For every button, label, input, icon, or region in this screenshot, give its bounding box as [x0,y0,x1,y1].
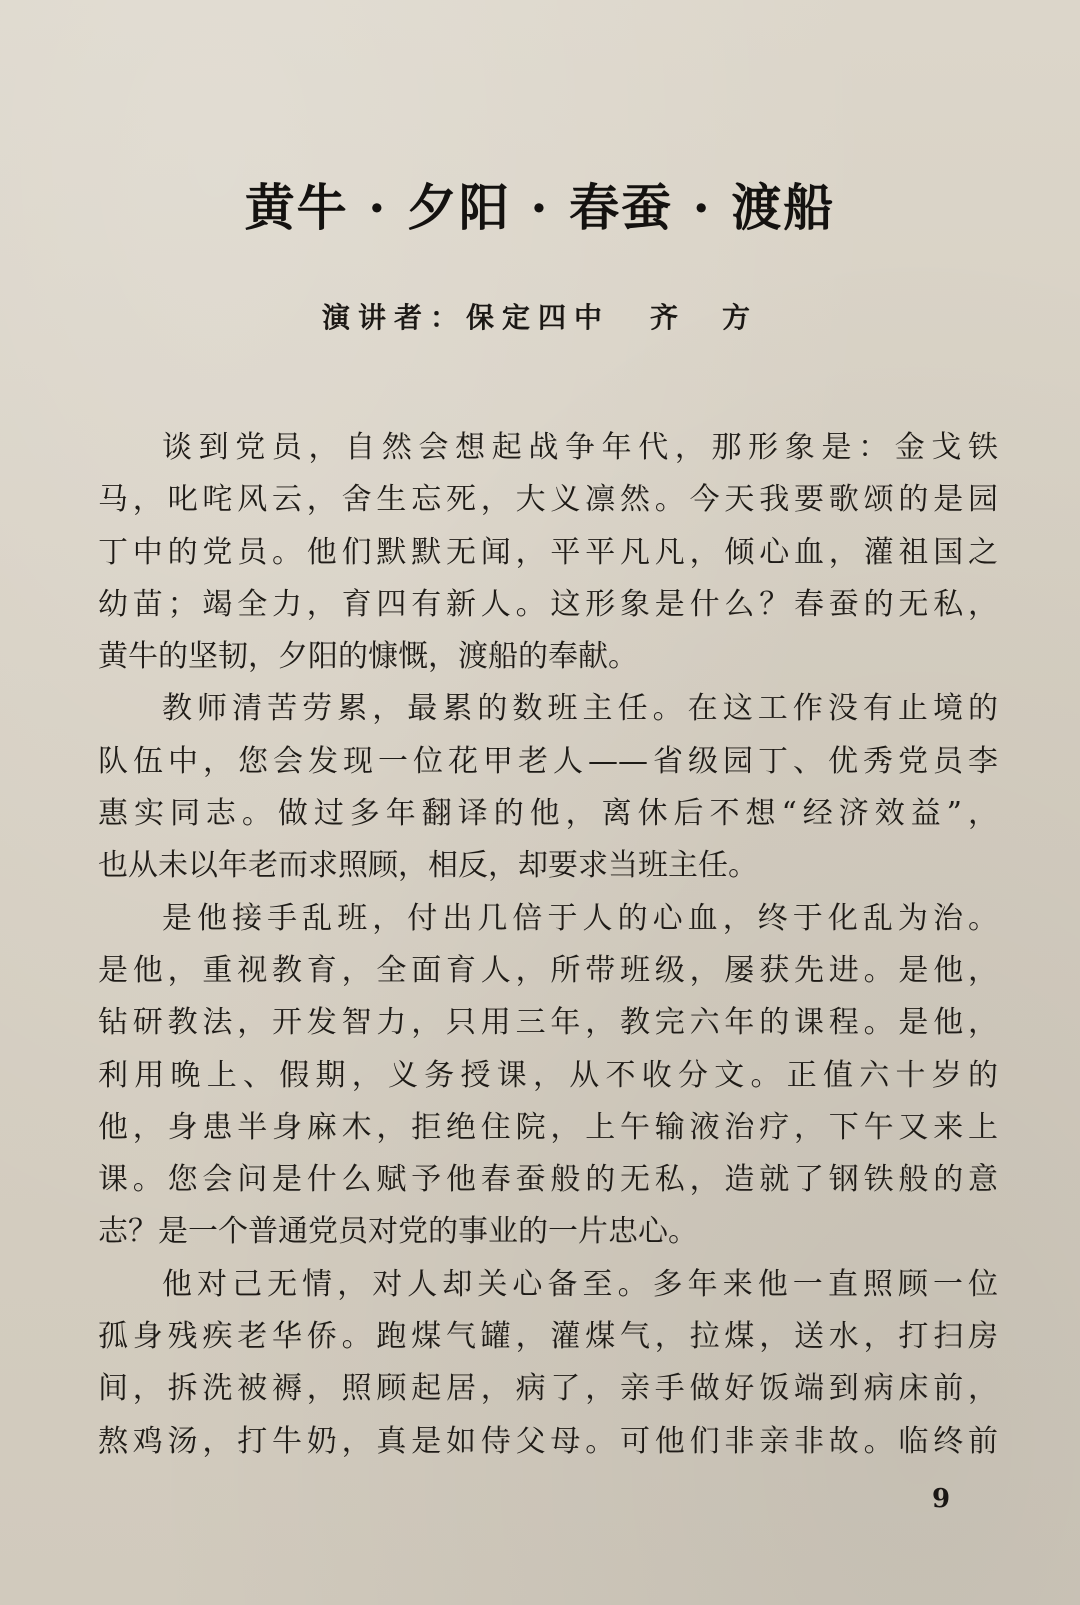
article-body [98,422,998,1468]
text-line: 谈到党员，自然会想起战争年代，那形象是：金戈铁 [162,430,998,465]
text-line: 丁中的党员。他们默默无闻，平平凡凡，倾心血，灌祖国之 [98,534,998,570]
text-line: 孤身残疾老华侨。跑煤气罐，灌煤气，拉煤，送水，打扫房 [98,1319,998,1355]
speaker-label: 演讲者：保定四中 [321,301,610,334]
text-line: 钻研教法，开发智力，只用三年，教完六年的课程。是他， [98,1005,998,1041]
text-line: 也从未以年老而求照顾，相反，却要求当班主任。 [98,848,758,884]
speaker-name: 齐 方 [650,301,759,334]
text-line: 间，拆洗被褥，照顾起居，病了，亲手做好饭端到病床前， [98,1371,998,1407]
text-line: 课。您会问是什么赋予他春蚕般的无私，造就了钢铁般的意 [98,1162,998,1198]
text-line: 是他接手乱班，付出几倍于人的心血，终于化乱为治。 [162,900,998,936]
text-line: 马，叱咤风云，舍生忘死，大义凛然。今天我要歌颂的是园 [98,482,998,518]
byline [0,296,1080,336]
text-line: 教师清苦劳累，最累的数班主任。在这工作没有止境的 [162,691,998,727]
text-line: 他，身患半身麻木，拒绝住院，上午输液治疗，下午又来上 [98,1109,998,1145]
text-line: 队伍中，您会发现一位花甲老人——省级园丁、优秀党员李 [98,743,998,779]
text-line: 惠实同志。做过多年翻译的他，离休后不想“经济效益”， [98,796,998,832]
text-line: 是他，重视教育，全面育人，所带班级，屡获先进。是他， [98,952,998,988]
text-line: 他对己无情，对人却关心备至。多年来他一直照顾一位 [162,1266,998,1302]
text-line: 志？是一个普通党员对党的事业的一片忠心。 [98,1214,698,1250]
page-number: 9 [932,1484,951,1514]
page-title: 黄牛 · 夕阳 · 春蚕 · 渡船 [244,178,836,237]
text-line: 利用晚上、假期，义务授课，从不收分文。正值六十岁的 [98,1057,998,1093]
text-line: 幼苗；竭全力，育四有新人。这形象是什么？春蚕的无私， [98,586,998,622]
text-line: 熬鸡汤，打牛奶，真是如侍父母。可他们非亲非故。临终前 [98,1423,998,1459]
text-line: 黄牛的坚韧，夕阳的慷慨，渡船的奉献。 [98,639,638,675]
